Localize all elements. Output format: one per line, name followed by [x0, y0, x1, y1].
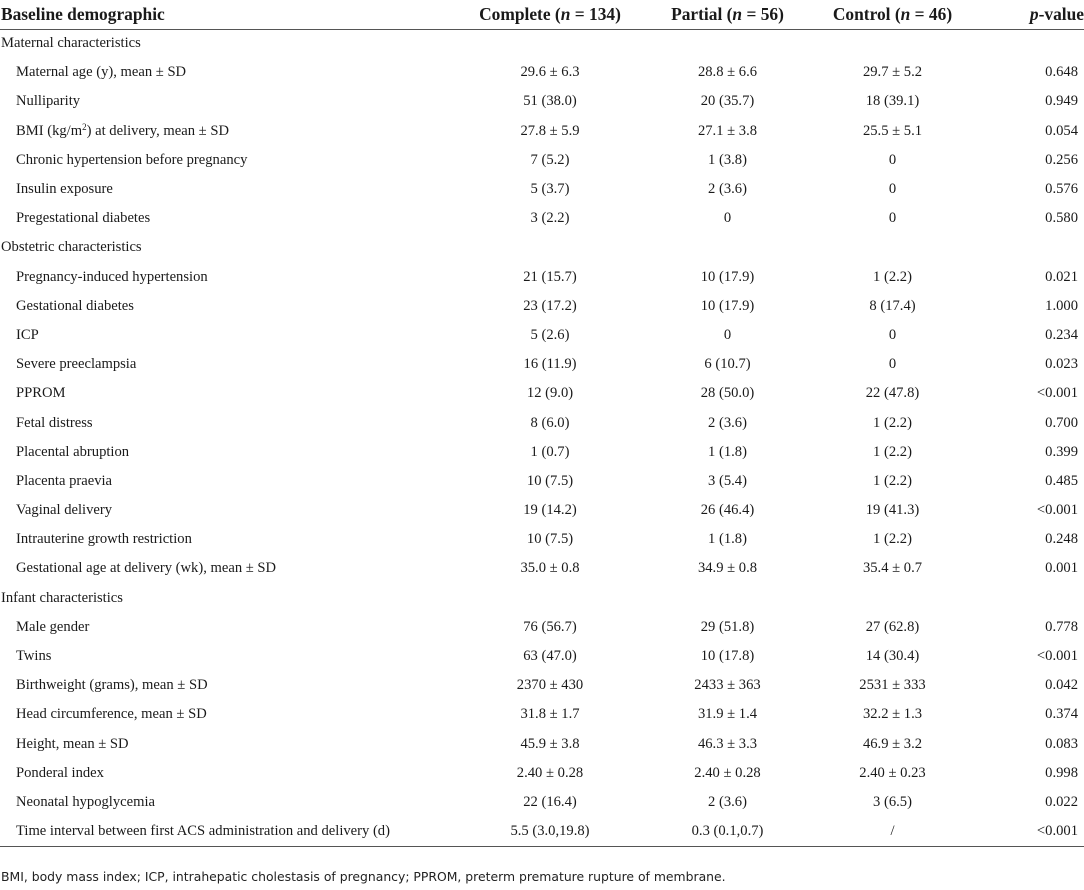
cell-control: 3 (6.5): [873, 793, 912, 810]
table-row: [0, 175, 1084, 204]
cell-complete: 16 (11.9): [523, 356, 577, 373]
row-label: Birthweight (grams), mean ± SD: [16, 677, 208, 694]
cell-partial: 1 (3.8): [708, 151, 747, 168]
cell-partial: 31.9 ± 1.4: [697, 706, 758, 723]
cell-p-value: 0.648: [1045, 64, 1078, 81]
cell-partial: 2433 ± 363: [694, 677, 761, 694]
cell-control: 46.9 ± 3.2: [862, 735, 923, 752]
cell-p-value: <0.001: [1036, 502, 1078, 519]
cell-complete: 7 (5.2): [530, 151, 570, 168]
header-baseline-demographic: Baseline demographic: [0, 0, 450, 29]
row-label: Ponderal index: [16, 764, 104, 781]
cell-partial: 46.3 ± 3.3: [697, 735, 758, 752]
cell-control: 0: [888, 151, 897, 168]
table-row: [0, 467, 1084, 496]
row-label: Height, mean ± SD: [16, 735, 129, 752]
section-row-obstetric: [0, 233, 1084, 262]
cell-complete: 45.9 ± 3.8: [520, 735, 580, 752]
table-row: [0, 146, 1084, 175]
table-row: [0, 671, 1084, 700]
cell-control: 29.7 ± 5.2: [862, 64, 923, 81]
row-label: Twins: [16, 648, 52, 665]
cell-p-value: 0.485: [1045, 472, 1078, 489]
cell-complete: 22 (16.4): [523, 793, 577, 810]
cell-control: /: [805, 817, 980, 846]
row-label: Neonatal hypoglycemia: [16, 793, 155, 810]
cell-complete: 1 (0.7): [530, 443, 570, 460]
cell-partial: 26 (46.4): [700, 502, 755, 519]
cell-p-value: 0.949: [1045, 93, 1078, 110]
cell-complete: 2370 ± 430: [516, 677, 584, 694]
table-row: [0, 58, 1084, 87]
cell-partial: 10 (17.9): [700, 297, 755, 314]
cell-partial: 2 (3.6): [708, 181, 747, 198]
cell-control: 27 (62.8): [865, 618, 920, 635]
cell-p-value: 0.580: [1045, 210, 1078, 227]
table-row: [0, 788, 1084, 817]
row-label: Insulin exposure: [16, 181, 113, 198]
cell-control: 1 (2.2): [873, 268, 912, 285]
cell-control: 1 (2.2): [873, 472, 912, 489]
row-label: ICP: [16, 326, 39, 343]
table-row: [0, 321, 1084, 350]
row-label: Placenta praevia: [16, 472, 113, 489]
cell-p-value: 0.248: [1045, 531, 1078, 548]
cell-p-value: 0.083: [1045, 735, 1078, 752]
cell-control: 1 (2.2): [873, 414, 912, 431]
cell-p-value: 0.001: [1045, 560, 1078, 577]
cell-complete: 3 (2.2): [530, 210, 570, 227]
table-footnote: BMI, body mass index; ICP, intrahepatic cholestasis of pregnancy; PPROM, preterm premature rupture of membrane.: [1, 869, 726, 884]
cell-p-value: <0.001: [980, 817, 1084, 846]
cell-p-value: 0.399: [1045, 443, 1078, 460]
cell-complete: 5.5 (3.0,19.8): [450, 817, 650, 846]
row-label: Vaginal delivery: [16, 502, 113, 519]
cell-control: 8 (17.4): [869, 297, 916, 314]
cell-complete: 12 (9.0): [526, 385, 574, 402]
cell-partial: 1 (1.8): [708, 443, 747, 460]
cell-partial: 0: [723, 210, 732, 227]
row-label: BMI $(kg/m^2)$ at delivery, mean ± SD: [16, 121, 229, 139]
cell-control: 19 (41.3): [865, 502, 920, 519]
table-row: [0, 87, 1084, 116]
cell-partial: 28 (50.0): [700, 385, 755, 402]
table-row: [0, 730, 1084, 759]
cell-complete: 21 (15.7): [523, 268, 577, 285]
cell-control: 22 (47.8): [865, 385, 920, 402]
cell-partial: 27.1 ± 3.8: [697, 122, 758, 139]
cell-partial: 6 (10.7): [704, 356, 751, 373]
cell-p-value: 0.023: [1045, 356, 1078, 373]
cell-complete: 8 (6.0): [530, 414, 570, 431]
section-row-infant: [0, 584, 1084, 613]
cell-partial: 10 (17.8): [700, 648, 755, 665]
cell-partial: 2.40 ± 0.28: [694, 764, 761, 781]
cell-partial: 20 (35.7): [700, 93, 755, 110]
row-label: Fetal distress: [16, 414, 93, 431]
table-row: [0, 525, 1084, 554]
table-row: [0, 350, 1084, 379]
cell-complete: 5 (2.6): [530, 326, 570, 343]
cell-complete: 2.40 ± 0.28: [516, 764, 584, 781]
cell-p-value: 0.576: [1045, 181, 1078, 198]
cell-complete: 31.8 ± 1.7: [520, 706, 580, 723]
cell-p-value: 0.054: [1045, 122, 1078, 139]
cell-control: 0: [888, 356, 897, 373]
cell-partial: 29 (51.8): [700, 618, 755, 635]
cell-control: 0: [888, 326, 897, 343]
row-label: Chronic hypertension before pregnancy: [16, 151, 248, 168]
row-label: Nulliparity: [16, 93, 81, 110]
cell-p-value: 0.234: [1045, 326, 1078, 343]
cell-control: 0: [888, 181, 897, 198]
cell-p-value: 0.021: [1045, 268, 1078, 285]
table-row: [0, 817, 1084, 846]
section-title-maternal: Maternal characteristics: [1, 35, 141, 52]
table-row: [0, 759, 1084, 788]
table-row: [0, 263, 1084, 292]
row-label: Maternal age (y), mean ± SD: [16, 64, 187, 81]
cell-partial: 34.9 ± 0.8: [697, 560, 758, 577]
row-label: Gestational age at delivery (wk), mean ± SD: [16, 560, 277, 577]
table-row: [0, 292, 1084, 321]
section-title-infant: Infant characteristics: [1, 589, 123, 606]
row-label: Severe preeclampsia: [16, 356, 137, 373]
header-control: Control (n = 46): [805, 0, 980, 29]
table-row: [0, 496, 1084, 525]
table-row: [0, 613, 1084, 642]
table-row: [0, 204, 1084, 233]
cell-complete: 51 (38.0): [523, 93, 577, 110]
cell-p-value: 0.374: [1045, 706, 1078, 723]
cell-control: 14 (30.4): [865, 648, 920, 665]
cell-p-value: 0.022: [1045, 793, 1078, 810]
cell-p-value: 0.700: [1045, 414, 1078, 431]
cell-partial: 28.8 ± 6.6: [697, 64, 758, 81]
header-p-value: p-value: [980, 0, 1084, 29]
cell-control: 2531 ± 333: [859, 677, 926, 694]
row-label: Head circumference, mean ± SD: [16, 706, 207, 723]
cell-complete: 23 (17.2): [523, 297, 577, 314]
cell-control: 2.40 ± 0.23: [859, 764, 926, 781]
section-row-maternal: [0, 29, 1084, 58]
cell-p-value: <0.001: [1036, 385, 1078, 402]
cell-p-value: 0.042: [1045, 677, 1078, 694]
header-complete: Complete (n = 134): [450, 0, 650, 29]
section-title-obstetric: Obstetric characteristics: [1, 239, 142, 256]
cell-partial: 10 (17.9): [700, 268, 755, 285]
cell-partial: 2 (3.6): [708, 414, 747, 431]
cell-complete: 76 (56.7): [523, 618, 577, 635]
cell-control: 1 (2.2): [873, 443, 912, 460]
row-label: Pregnancy-induced hypertension: [16, 268, 208, 285]
table-row: [0, 408, 1084, 437]
cell-complete: 27.8 ± 5.9: [520, 122, 580, 139]
table-row: [0, 117, 1084, 146]
row-label: PPROM: [16, 385, 66, 402]
cell-control: 32.2 ± 1.3: [862, 706, 923, 723]
cell-complete: 63 (47.0): [523, 648, 577, 665]
cell-complete: 29.6 ± 6.3: [520, 64, 580, 81]
table-row: [0, 379, 1084, 408]
cell-p-value: 0.778: [1045, 618, 1078, 635]
cell-partial: 0: [723, 326, 732, 343]
cell-p-value: 1.000: [1045, 297, 1078, 314]
header-partial: Partial (n = 56): [650, 0, 805, 29]
row-label: Time interval between first ACS administration and delivery (d): [0, 817, 450, 846]
cell-control: 1 (2.2): [873, 531, 912, 548]
row-label: Male gender: [16, 618, 90, 635]
table-header-row: [0, 0, 1084, 29]
row-label: Intrauterine growth restriction: [16, 531, 192, 548]
cell-complete: 5 (3.7): [530, 181, 570, 198]
cell-control: 25.5 ± 5.1: [862, 122, 923, 139]
cell-partial: 1 (1.8): [708, 531, 747, 548]
cell-complete: 35.0 ± 0.8: [520, 560, 580, 577]
cell-p-value: 0.256: [1045, 151, 1078, 168]
table-row: [0, 700, 1084, 729]
row-label: Pregestational diabetes: [16, 210, 151, 227]
cell-partial: 3 (5.4): [708, 472, 747, 489]
cell-control: 18 (39.1): [865, 93, 920, 110]
cell-control: 0: [888, 210, 897, 227]
table-row: [0, 642, 1084, 671]
cell-complete: 10 (7.5): [526, 472, 574, 489]
cell-complete: 10 (7.5): [526, 531, 574, 548]
row-label: Placental abruption: [16, 443, 130, 460]
cell-control: 35.4 ± 0.7: [862, 560, 923, 577]
cell-partial: 2 (3.6): [708, 793, 747, 810]
cell-partial: 0.3 (0.1,0.7): [650, 817, 805, 846]
cell-p-value: 0.998: [1045, 764, 1078, 781]
row-label: Gestational diabetes: [16, 297, 134, 314]
cell-p-value: <0.001: [1036, 648, 1078, 665]
table-row: [0, 554, 1084, 583]
table-row: [0, 438, 1084, 467]
cell-complete: 19 (14.2): [523, 502, 577, 519]
